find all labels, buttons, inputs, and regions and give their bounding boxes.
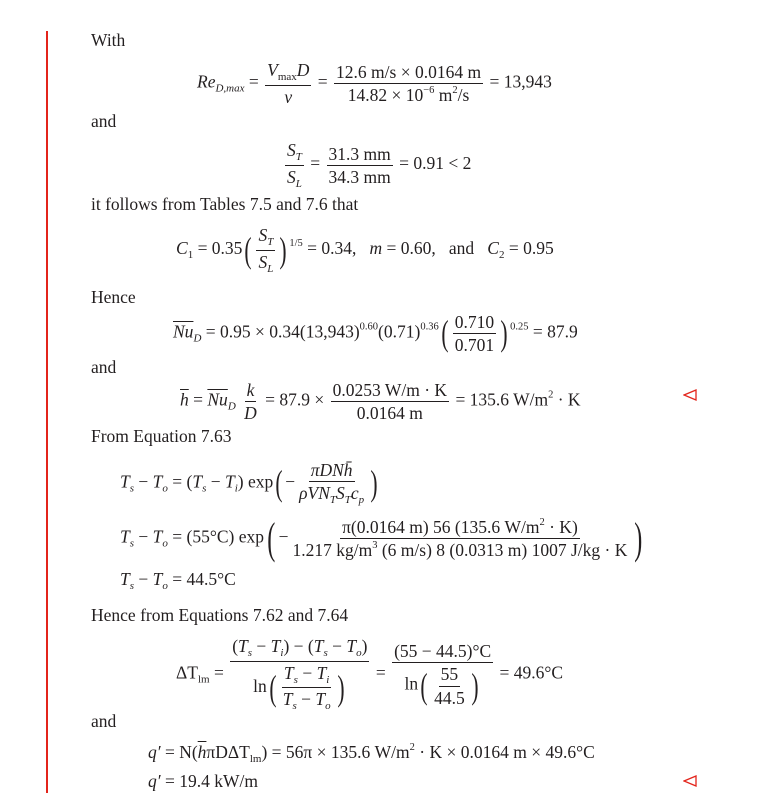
nu-result: = 87.9 bbox=[532, 321, 578, 342]
equation-heat-rate-1: $q' = N(\overline{h}\pi D\Delta T_{lm}) = 56\pi \times 135.6$ $W/m^2 \cdot K \times 0.0164$ m × 49.6°C bbox=[148, 742, 595, 765]
equation-reynolds: $Re_{D,max}$ = $\frac{V_{max}D}{\nu}$ = $\frac{12.6 m/s \times 0.0164 m}{14.82 \times 10^{-6} m^2/s}$ = 13,943 bbox=[197, 60, 552, 107]
equation-temperature-3: $T_s - T_o = 44.5^\circ C$ bbox=[120, 569, 236, 592]
pitch-symbolic-fraction: $\frac{S_T}{S_L}$ bbox=[287, 140, 302, 190]
prose-with: With bbox=[91, 30, 126, 50]
re-symbolic-fraction bbox=[265, 60, 311, 107]
prose-and-1: and bbox=[91, 111, 117, 131]
re-numerator: 12.6 m/s × 0.0164 m bbox=[334, 62, 483, 84]
triangle-marker-icon bbox=[683, 389, 697, 401]
re-denominator: $14.82 \times 10^{-6}$ $m^2/s$ bbox=[347, 84, 470, 105]
re-numeric-fraction bbox=[334, 62, 483, 105]
re-symbol: Re bbox=[197, 71, 216, 92]
equation-temperature-1: $T_s - T_o = (T_s - T_i) \exp$( − $\frac{\text{πDNh̄}}{\rho VN_TS_Tc_p}$ ) bbox=[120, 460, 378, 507]
equation-h-bar: $\overline{h} = \overline{Nu}_D$ $\frac{k}{D}$ = 87.9 × $\frac{0.0253 W/m \cdot K}{0.0164 m}$ = 135.6 $W/m^2 \cdot K$ bbox=[180, 380, 581, 424]
equation-pitch-ratio: $\frac{S_T}{S_L}$ = $\frac{31.3 mm}{34.3 mm}$ = 0.91 < 2 bbox=[287, 140, 472, 190]
v-symbol: V bbox=[267, 60, 278, 80]
re-subscript: D,max bbox=[215, 82, 245, 95]
prose-hence-1: Hence bbox=[91, 287, 136, 307]
prose-and-2: and bbox=[91, 357, 117, 377]
prose-from-equation: From Equation 7.63 bbox=[91, 426, 232, 446]
nu-symbol-bar: $\overline{Nu}$ bbox=[173, 321, 194, 342]
equation-lmtd: $\Delta T_{lm}$ = $(T_s - T_i) - (T_s - T_o)$ ln( $\frac{T_s - T_i}{T_s - T_o}$ ) = (55 − 44.5)°C ln( $\frac{55}{44.5}$ ) = 49.6°C bbox=[176, 636, 564, 713]
margin-rule bbox=[46, 31, 48, 793]
prose-follows: it follows from Tables 7.5 and 7.6 that bbox=[91, 194, 359, 214]
m-symbol: m bbox=[369, 238, 383, 259]
v-subscript: max bbox=[277, 71, 297, 83]
equation-temperature-2: $T_s - T_o = (55^\circ C) \exp$( − $\frac{\pi(0.0164 m) 56 (135.6 W/m^2 \cdot K)}{1.217 kg/m^3 (6 m/s) 8 (0.0313 m) 1007 J/kg \cdot K}$ ) bbox=[120, 513, 643, 563]
pitch-result: = 0.91 < 2 bbox=[399, 153, 472, 174]
c1-symbol: C bbox=[176, 238, 188, 259]
re-result: = 13,943 bbox=[489, 71, 552, 92]
nu-symbol: ν bbox=[284, 86, 293, 107]
pitch-numeric-fraction: $\frac{31.3 mm}{34.3 mm}$ bbox=[328, 143, 391, 187]
c2-symbol: C bbox=[487, 238, 499, 259]
prose-hence-2: Hence from Equations 7.62 and 7.64 bbox=[91, 605, 349, 625]
equation-heat-rate-2: q′ = 19.4 kW/m bbox=[148, 771, 258, 791]
equation-nusselt: $\overline{Nu}_D = 0.95 \times 0.34(13,943)^{0.60}(0.71)^{0.36}$( $\frac{0.710}{0.701}$ ) $^{0.25}$ = 87.9 bbox=[173, 312, 578, 356]
equation-c1: $C_1 = 0.35$( $\frac{S_T}{S_L}$ ) $^{1/5}$ = 0.34, m = 0.60, and $C_2 = 0.95$ bbox=[176, 225, 554, 275]
prose-and-3: and bbox=[91, 711, 117, 731]
triangle-marker-icon bbox=[683, 775, 697, 787]
d-symbol: D bbox=[296, 60, 310, 80]
c1-exponent: 1/5 bbox=[289, 238, 303, 250]
